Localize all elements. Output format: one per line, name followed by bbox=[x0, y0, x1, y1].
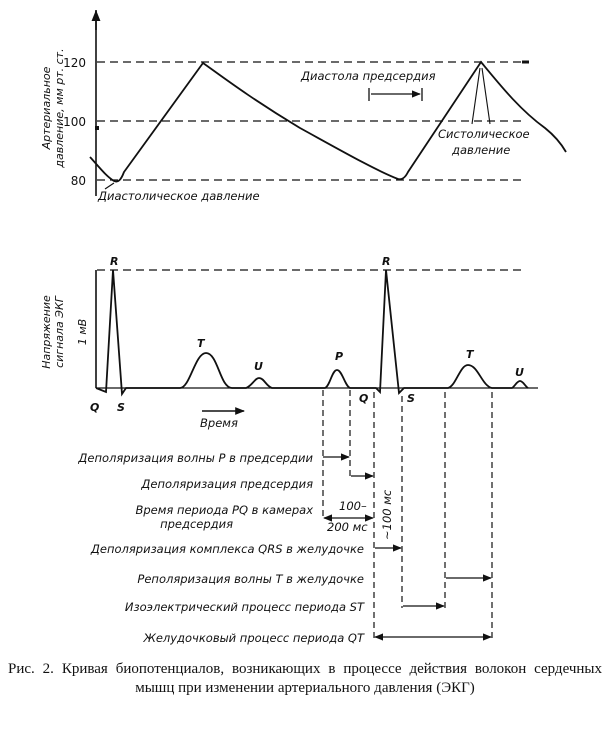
wave-u2: U bbox=[515, 366, 524, 379]
ecg-scale-label: 1 мВ bbox=[76, 318, 89, 346]
label-pq-1: Время периода PQ в камерах bbox=[135, 503, 313, 517]
label-p-depol: Деполяризация волны P в предсердии bbox=[78, 451, 313, 465]
tick-120: 120 bbox=[63, 56, 86, 70]
ecg-y-label bbox=[40, 295, 66, 369]
label-atria-depol: Деполяризация предсердия bbox=[141, 477, 313, 491]
wave-u1: U bbox=[254, 360, 263, 373]
pq-value-1: 100– bbox=[339, 499, 367, 513]
systolic-pointer-2 bbox=[482, 68, 490, 124]
figure-caption: Рис. 2. Кривая биопотенциалов, возникающих в процессе действия волокон сердечных мышц при изменении артериального давления (ЭКГ) bbox=[8, 661, 602, 696]
label-systolic: Систолическое bbox=[438, 127, 530, 141]
label-diastolic: Диастолическое давление bbox=[98, 189, 260, 203]
label-st-iso: Изоэлектрический процесс периода ST bbox=[124, 600, 364, 614]
diastole-atria-bracket bbox=[369, 88, 422, 101]
label-diastole-atria: Диастола предсердия bbox=[301, 69, 436, 83]
wave-s1: S bbox=[117, 401, 125, 414]
systolic-pointer-1 bbox=[472, 68, 480, 124]
wave-q1: Q bbox=[90, 401, 100, 414]
label-qrs-depol: Деполяризация комплекса QRS в желудочке bbox=[90, 542, 364, 556]
time-label: Время bbox=[200, 416, 238, 430]
wave-t2: T bbox=[466, 348, 474, 361]
pq-value-2: 200 мс bbox=[327, 520, 368, 534]
tick-100: 100 bbox=[63, 115, 86, 129]
label-qt: Желудочковый процесс периода QT bbox=[143, 631, 364, 645]
tick-80: 80 bbox=[70, 174, 86, 188]
label-t-repol: Реполяризация волны T в желудочке bbox=[137, 572, 364, 586]
wave-p2: P bbox=[335, 350, 344, 363]
pressure-y-label bbox=[40, 48, 66, 168]
wave-r1: R bbox=[110, 255, 119, 268]
wave-t1: T bbox=[197, 337, 205, 350]
wave-q2: Q bbox=[359, 392, 369, 405]
wave-r2: R bbox=[382, 255, 391, 268]
pressure-ylabel-line2: давление, мм рт. ст. bbox=[53, 48, 66, 168]
ecg-curve bbox=[96, 270, 528, 394]
ecg-ylabel-line1: Напряжение bbox=[40, 295, 53, 369]
label-systolic-2: давление bbox=[452, 143, 511, 157]
wave-s2: S bbox=[407, 392, 415, 405]
label-pq-2: предсердия bbox=[160, 517, 233, 531]
ecg-ylabel-line2: сигнала ЭКГ bbox=[53, 296, 66, 368]
pressure-ylabel-line1: Артериальное bbox=[40, 66, 53, 150]
qrs-value: ~100 мс bbox=[380, 489, 394, 540]
